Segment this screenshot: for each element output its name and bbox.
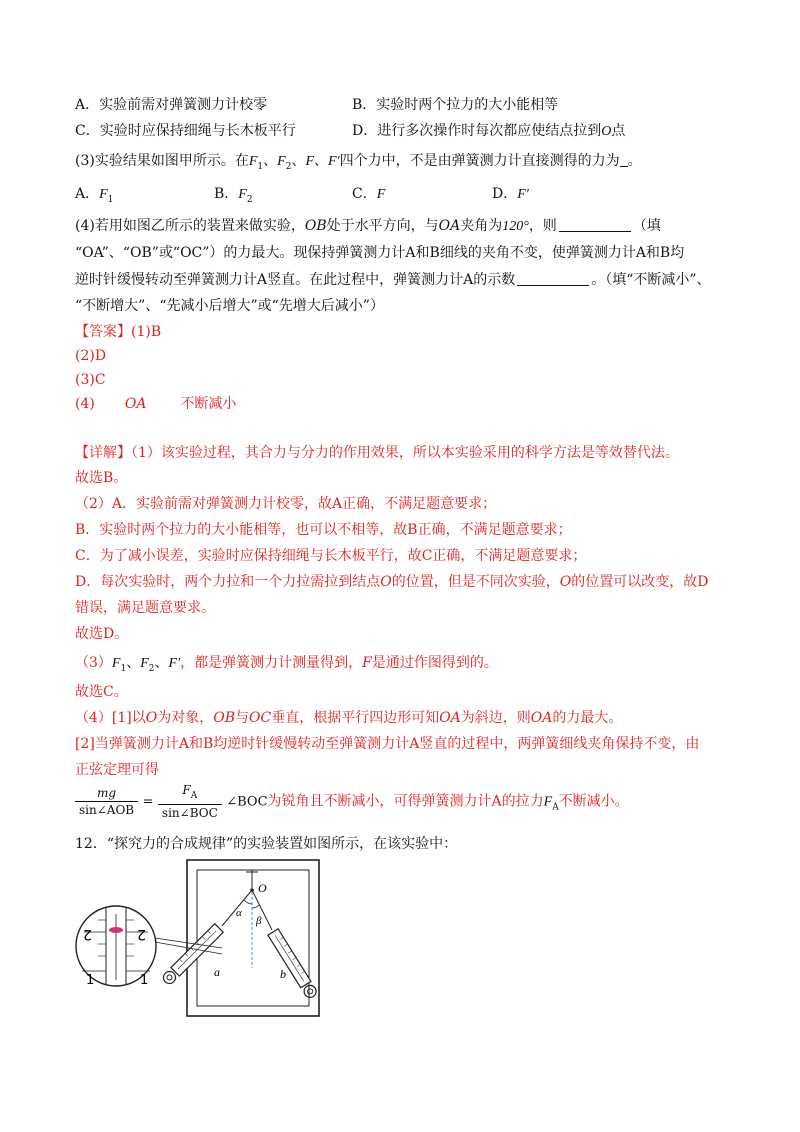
- detail-line-4: B．实验时两个拉力的大小能相等，也可以不相等，故B正确，不满足题意要求；: [75, 522, 572, 538]
- detail-line-7: 错误，满足题意要求。: [75, 600, 215, 616]
- q3-option-a: A．$F_1$: [75, 186, 114, 205]
- tick-label-1-left: 1: [86, 973, 95, 988]
- answer-1: 【答案】(1)B: [75, 324, 162, 340]
- detail-line-13: 正弦定理可得: [75, 762, 159, 778]
- label-b: b: [280, 967, 286, 981]
- label-alpha: α: [236, 907, 242, 919]
- q3-option-d: D．F′: [492, 186, 529, 202]
- detail-line-2: 故选B。: [75, 470, 128, 486]
- detail-line-5: C．为了减小误差，实验时应保持细绳与长木板平行，故C正确，不满足题意要求；: [75, 548, 587, 564]
- option-b: B．实验时两个拉力的大小能相等: [352, 97, 559, 113]
- option-d: D．进行多次操作时每次都应使结点拉到O点: [352, 123, 626, 139]
- spring-scale-b: [268, 929, 318, 1000]
- detail-line-8: 故选D。: [75, 626, 129, 642]
- answer-4: (4) OA 不断减小: [75, 396, 237, 412]
- question-4-line-3: 逆时针缓慢转动至弹簧测力计A竖直。在此过程中，弹簧测力计A的示数 。（填“不断减小”、: [75, 272, 711, 288]
- label-a: a: [214, 965, 220, 979]
- detail-line-6: D．每次实验时，两个力拉和一个力拉需拉到结点O的位置，但是不同次实验，O的位置可以改变，故D: [75, 574, 709, 590]
- detail-line-1: 【详解】（1）该实验过程，其合力与分力的作用效果，所以本实验采用的科学方法是等效替代法。: [75, 445, 679, 461]
- label-o: O: [258, 881, 267, 895]
- question-4-line-2: “OA”、“OB”或“OC”）的力最大。现保持弹簧测力计A和B细线的夹角不变，使弹簧测力计A和B均: [75, 245, 685, 261]
- detail-line-3: （2）A．实验前需对弹簧测力计校零，故A正确，不满足题意要求；: [75, 496, 497, 512]
- detail-line-12: [2]当弹簧测力计A和B均逆时针缓慢转动至弹簧测力计A竖直的过程中，两弹簧细线夹角保持不变，由: [75, 736, 700, 752]
- q3-option-c: C．F: [352, 186, 386, 202]
- answer-2: (2)D: [75, 348, 107, 364]
- question-12: 12．“探究力的合成规律”的实验装置如图所示，在该实验中：: [75, 836, 458, 852]
- sine-law-equation: $\frac{mg}{\text{sin∠AOB}}$ = $\frac{F_A}{\text{sin∠BOC}}$ ∠BOC为锐角且不断减小，可得弹簧测力计A的拉力$F_A$不断减小。: [75, 782, 629, 827]
- detail-line-9: $(3)F_1$、$F_2$、F′，都是弹簧测力计测量得到，F是通过作图得到的。: [75, 655, 498, 674]
- option-a: A．实验前需对弹簧测力计校零: [75, 97, 268, 113]
- pointer-marker: [109, 927, 123, 933]
- question-4-line-1: (4)若用如图乙所示的装置来做实验，OB处于水平方向，与OA夹角为120°，则 （填: [75, 218, 661, 234]
- detail-line-10: 故选C。: [75, 684, 128, 700]
- detail-line-11: （4）[1]以O为对象，OB与OC垂直，根据平行四边形可知OA为斜边，则OA的力最大。: [75, 710, 623, 726]
- magnified-scale-view: [76, 906, 156, 988]
- answer-3: (3)C: [75, 372, 106, 388]
- fraction-right: $\frac{F_A}{\text{sin∠BOC}}$: [158, 782, 222, 821]
- tick-label-2-left: 2: [83, 926, 92, 942]
- apparatus-figure: [72, 858, 342, 1020]
- tick-label-2-right: 2: [137, 926, 146, 942]
- question-3: (3)实验结果如图甲所示。在$F_1$、$F_2$、F、F′四个力中，不是由弹簧测力计直接测得的力为 。: [75, 153, 642, 172]
- question-4-line-4: “不断增大”、“先减小后增大”或“先增大后减小”）: [75, 298, 384, 314]
- option-c: C．实验时应保持细绳与长木板平行: [75, 123, 296, 139]
- tick-label-1-right: 1: [140, 973, 149, 988]
- label-beta: β: [256, 915, 262, 927]
- fraction-left: $\frac{mg}{\text{sin∠AOB}}$: [75, 785, 138, 818]
- q3-option-b: B．$F_2$: [214, 186, 253, 205]
